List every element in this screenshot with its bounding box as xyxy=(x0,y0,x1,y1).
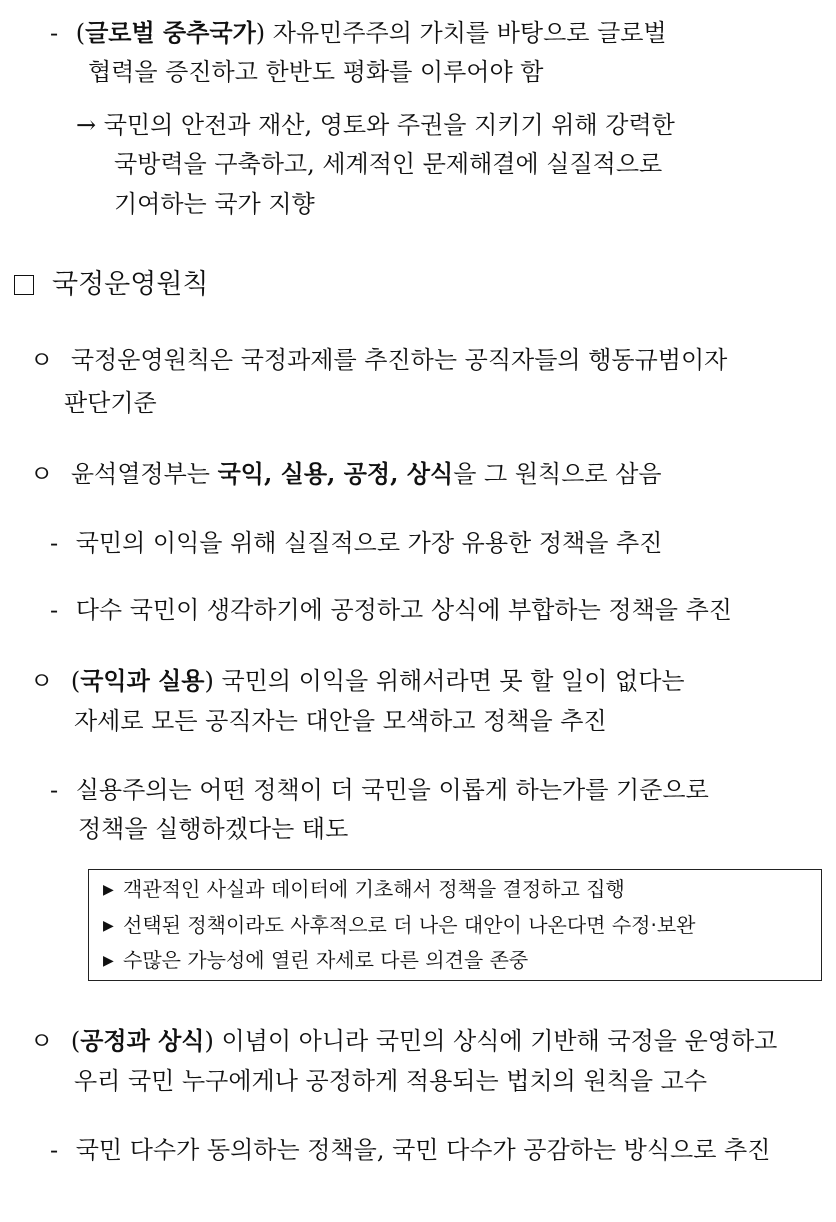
paren-close: ) xyxy=(255,19,266,47)
triangle-bullet-icon: ▶ xyxy=(103,953,114,969)
principle-fairness: 공정 xyxy=(343,459,391,488)
bullet-3-line-1 xyxy=(30,666,685,696)
bold-term: 공정과 상식 xyxy=(80,1026,205,1055)
bullet-1-line-2: 판단기준 xyxy=(64,389,157,417)
bullet-text: 을 그 원칙으로 삼음 xyxy=(453,460,662,488)
dash-item-4 xyxy=(50,1135,770,1165)
paren-open: ( xyxy=(70,667,81,695)
bullet-text: 이념이 아니라 국민의 상식에 기반해 국정을 운영하고 xyxy=(213,1027,778,1055)
dash-marker: - xyxy=(50,1136,59,1164)
circle-marker: ㅇ xyxy=(30,460,54,488)
triangle-bullet-icon: ▶ xyxy=(103,882,114,898)
bold-term: 국익과 실용 xyxy=(80,666,205,695)
checkbox-square-icon xyxy=(14,275,34,295)
separator: , xyxy=(390,459,407,488)
triangle-bullet-icon: ▶ xyxy=(103,918,114,934)
dash-item-3-line-1 xyxy=(50,775,709,805)
bullet-text: 국민의 이익을 위해서라면 못 할 일이 없다는 xyxy=(213,667,685,695)
separator: , xyxy=(327,459,344,488)
principle-pragmatism: 실용 xyxy=(280,459,328,488)
arrow-line-2: 국방력을 구축하고, 세계적인 문제해결에 실질적으로 xyxy=(114,150,663,178)
bullet-3-line-2: 자세로 모든 공직자는 대안을 모색하고 정책을 추진 xyxy=(74,707,607,735)
paren-close: ) xyxy=(204,667,214,695)
box-item-text: 수많은 가능성에 열린 자세로 다른 의견을 존중 xyxy=(123,948,529,972)
dash-text: 다수 국민이 생각하기에 공정하고 상식에 부합하는 정책을 추진 xyxy=(75,596,732,624)
paren-open: ( xyxy=(70,1027,81,1055)
box-item-3 xyxy=(103,947,528,974)
arrow-line-1 xyxy=(76,110,675,140)
circle-marker: ㅇ xyxy=(30,667,54,695)
bullet-4-line-1 xyxy=(30,1026,777,1056)
intro-line-1 xyxy=(50,18,667,48)
bullet-4-line-2: 우리 국민 누구에게나 공정하게 적용되는 법치의 원칙을 고수 xyxy=(74,1067,708,1095)
bullet-text: 국정운영원칙은 국정과제를 추진하는 공직자들의 행동규범이자 xyxy=(70,346,728,374)
intro-text: 자유민주주의 가치를 바탕으로 글로벌 xyxy=(265,19,667,47)
intro-line-2: 협력을 증진하고 한반도 평화를 이루어야 함 xyxy=(88,58,544,86)
paren-close: ) xyxy=(204,1027,214,1055)
paren-open: ( xyxy=(75,19,86,47)
bullet-text: 윤석열정부는 xyxy=(70,460,218,488)
principle-national-interest: 국익 xyxy=(217,459,264,488)
box-item-2 xyxy=(103,912,696,939)
circle-marker: ㅇ xyxy=(30,1027,54,1055)
dash-item-1 xyxy=(50,528,662,558)
dash-text: 실용주의는 어떤 정책이 더 국민을 이롭게 하는가를 기준으로 xyxy=(75,776,709,804)
principle-common-sense: 상식 xyxy=(406,459,454,488)
box-item-text: 선택된 정책이라도 사후적으로 더 나은 대안이 나온다면 수정·보완 xyxy=(123,913,696,937)
bullet-2-line-1 xyxy=(30,459,662,489)
note-box xyxy=(88,869,822,981)
arrow-marker: → xyxy=(76,111,97,139)
box-item-1 xyxy=(103,876,625,903)
separator: , xyxy=(263,459,281,488)
dash-marker: - xyxy=(50,19,59,47)
dash-marker: - xyxy=(50,776,59,804)
bold-term: 글로벌 중추국가 xyxy=(85,18,256,47)
arrow-text: 국민의 안전과 재산, 영토와 주권을 지키기 위해 강력한 xyxy=(103,111,675,139)
box-item-text: 객관적인 사실과 데이터에 기초해서 정책을 결정하고 집행 xyxy=(123,877,625,901)
section-title: 국정운영원칙 xyxy=(52,269,209,300)
dash-item-2 xyxy=(50,595,732,625)
bullet-1-line-1 xyxy=(30,345,727,375)
dash-text: 국민의 이익을 위해 실질적으로 가장 유용한 정책을 추진 xyxy=(75,529,663,557)
dash-item-3-line-2: 정책을 실행하겠다는 태도 xyxy=(78,815,349,843)
dash-marker: - xyxy=(50,596,59,624)
arrow-line-3: 기여하는 국가 지향 xyxy=(114,190,315,218)
dash-text: 국민 다수가 동의하는 정책을, 국민 다수가 공감하는 방식으로 추진 xyxy=(75,1136,771,1164)
circle-marker: ㅇ xyxy=(30,346,54,374)
dash-marker: - xyxy=(50,529,59,557)
